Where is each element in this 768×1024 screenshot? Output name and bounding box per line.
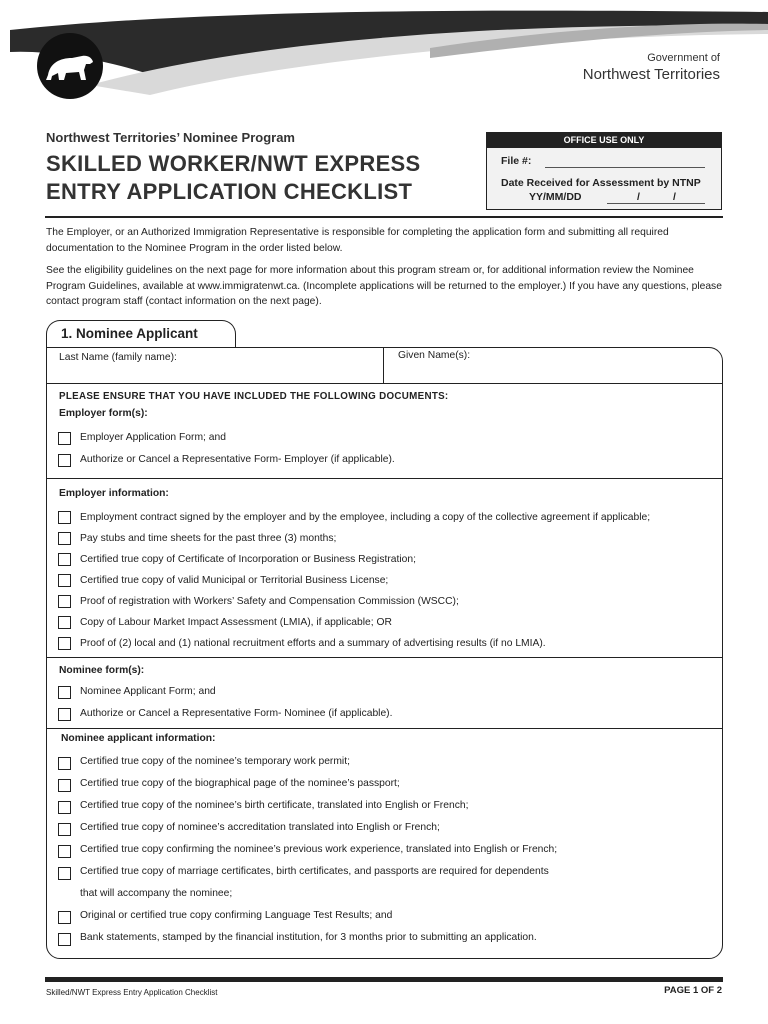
checklist-item: Employment contract signed by the employer and by the employee, including a copy of the collective agreement if applicable; [80, 512, 651, 523]
checkbox[interactable] [58, 511, 71, 524]
checklist-item: Certified true copy of the nominee’s birth certificate, translated into English or French; [80, 800, 469, 811]
checklist-item: Copy of Labour Market Impact Assessment (LMIA), if applicable; OR [80, 617, 392, 628]
checklist-item-continuation: that will accompany the nominee; [80, 888, 233, 899]
name-divider [383, 347, 384, 383]
checklist-item: Certified true copy of the biographical page of the nominee’s passport; [80, 778, 400, 789]
checklist-item: Employer Application Form; and [80, 432, 226, 443]
footer-divider [45, 977, 723, 982]
row-divider [46, 728, 723, 729]
title-line2: ENTRY APPLICATION CHECKLIST [46, 179, 413, 204]
page-title [46, 150, 420, 206]
checklist-item: Authorize or Cancel a Representative Form- Nominee (if applicable). [80, 708, 393, 719]
checkbox[interactable] [58, 823, 71, 836]
checklist-item: Authorize or Cancel a Representative Form- Employer (if applicable). [80, 454, 395, 465]
checkbox[interactable] [58, 574, 71, 587]
checkbox[interactable] [58, 867, 71, 880]
title-divider [45, 216, 723, 218]
date-format-label: YY/MM/DD [529, 191, 582, 203]
checkbox[interactable] [58, 595, 71, 608]
government-wordmark [583, 52, 720, 83]
checklist-item: Certified true copy of nominee’s accreditation translated into English or French; [80, 822, 440, 833]
section-tab [46, 320, 236, 348]
checkbox[interactable] [58, 708, 71, 721]
checkbox[interactable] [58, 686, 71, 699]
file-number-label: File #: [501, 155, 532, 167]
office-use-box [486, 132, 722, 210]
program-name: Northwest Territories’ Nominee Program [46, 130, 295, 145]
checklist-item: Certified true copy of valid Municipal or Territorial Business License; [80, 575, 389, 586]
row-divider [46, 383, 723, 384]
title-line1: SKILLED WORKER/NWT EXPRESS [46, 151, 421, 176]
checkbox[interactable] [58, 933, 71, 946]
checkbox[interactable] [58, 616, 71, 629]
employer-forms-heading: Employer form(s): [59, 408, 148, 419]
checklist-item: Pay stubs and time sheets for the past three (3) months; [80, 533, 337, 544]
nominee-forms-heading: Nominee form(s): [59, 665, 145, 676]
checklist-item: Nominee Applicant Form; and [80, 686, 216, 697]
date-separator: / [637, 191, 640, 203]
checklist-item: Proof of registration with Workers’ Safety and Compensation Commission (WSCC); [80, 596, 459, 607]
checkbox[interactable] [58, 779, 71, 792]
footer-document-title: Skilled/NWT Express Entry Application Checklist [46, 988, 218, 997]
checkbox[interactable] [58, 553, 71, 566]
section-title: 1. Nominee Applicant [61, 326, 198, 341]
office-use-heading: OFFICE USE ONLY [487, 133, 721, 148]
checkbox[interactable] [58, 757, 71, 770]
checkbox[interactable] [58, 532, 71, 545]
checklist-item: Certified true copy of marriage certificates, birth certificates, and passports are required for dependents [80, 866, 549, 877]
row-divider [46, 478, 723, 479]
checklist-item: Certified true copy of Certificate of Incorporation or Business Registration; [80, 554, 416, 565]
given-name-label: Given Name(s): [398, 350, 471, 361]
intro-paragraph-1: The Employer, or an Authorized Immigration Representative is responsible for completing the application form and submitting all required documentation to the Nominee Program in the order listed below. [46, 227, 669, 254]
nominee-info-heading: Nominee applicant information: [61, 733, 216, 744]
checkbox[interactable] [58, 845, 71, 858]
polar-bear-logo-icon [37, 33, 103, 99]
checklist-item: Certified true copy confirming the nominee’s previous work experience, translated into English or French; [80, 844, 558, 855]
intro-paragraph-2: See the eligibility guidelines on the next page for more information about this program stream or, for additional information review the Nominee Program Guidelines, available at www.immigratenwt.ca. (Incomplete applications will be returned to the employer.) If you have any questions, please contact program staff (contact information on the next page). [46, 265, 722, 307]
date-received-label: Date Received for Assessment by NTNP [501, 177, 701, 189]
row-divider [46, 657, 723, 658]
date-received-field[interactable] [607, 203, 705, 204]
checklist-item: Proof of (2) local and (1) national recruitment efforts and a summary of advertising results (if no LMIA). [80, 638, 546, 649]
file-number-field[interactable] [545, 167, 705, 168]
documents-notice: PLEASE ENSURE THAT YOU HAVE INCLUDED THE FOLLOWING DOCUMENTS: [59, 391, 449, 402]
employer-info-heading: Employer information: [59, 488, 169, 499]
checkbox[interactable] [58, 637, 71, 650]
checklist-item: Certified true copy of the nominee’s temporary work permit; [80, 756, 350, 767]
checkbox[interactable] [58, 801, 71, 814]
last-name-label: Last Name (family name): [59, 352, 177, 363]
date-separator: / [673, 191, 676, 203]
checkbox[interactable] [58, 454, 71, 467]
gov-line2: Northwest Territories [582, 66, 720, 83]
checkbox[interactable] [58, 432, 71, 445]
checklist-item: Bank statements, stamped by the financial institution, for 3 months prior to submitting an application. [80, 932, 537, 943]
gov-line1: Government of [647, 52, 720, 64]
checkbox[interactable] [58, 911, 71, 924]
page-number: PAGE 1 OF 2 [664, 985, 722, 996]
checklist-item: Original or certified true copy confirming Language Test Results; and [80, 910, 393, 921]
